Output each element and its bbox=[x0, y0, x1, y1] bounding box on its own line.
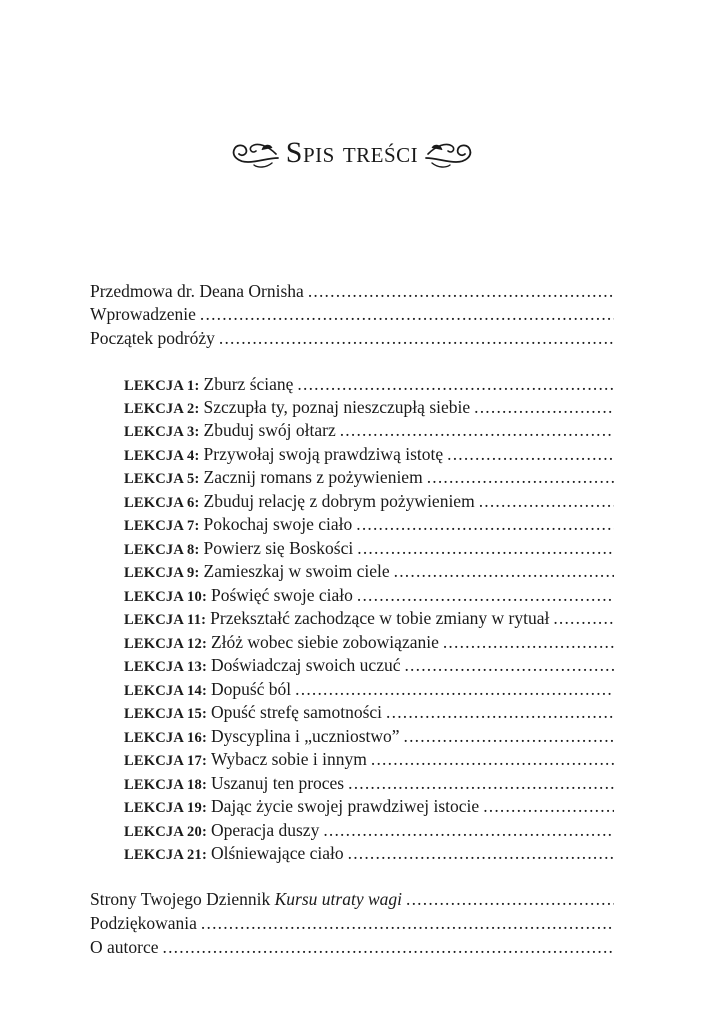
lesson-number: LEKCJA 1: bbox=[124, 378, 200, 394]
flourish-left-icon bbox=[228, 132, 280, 172]
toc-lesson-1[interactable] bbox=[124, 373, 614, 397]
lesson-number: LEKCJA 10: bbox=[124, 589, 207, 605]
lesson-title: Zamieszkaj w swoim ciele bbox=[203, 561, 390, 581]
dot-leader bbox=[357, 584, 614, 606]
toc-entry-title: Wprowadzenie bbox=[90, 304, 196, 324]
toc-lesson-10[interactable] bbox=[124, 584, 614, 608]
lesson-number: LEKCJA 13: bbox=[124, 659, 207, 675]
dot-leader bbox=[406, 888, 614, 910]
toc-lesson-13[interactable] bbox=[124, 654, 614, 678]
toc-lesson-6[interactable] bbox=[124, 490, 614, 514]
page-title: Spis treści bbox=[285, 136, 419, 169]
page-heading bbox=[0, 127, 704, 177]
toc-lesson-14[interactable] bbox=[124, 678, 614, 702]
lesson-number: LEKCJA 5: bbox=[124, 471, 200, 487]
dot-leader bbox=[297, 373, 614, 395]
toc-entry-about-author[interactable] bbox=[90, 936, 614, 958]
dot-leader bbox=[483, 795, 614, 817]
toc-lesson-20[interactable] bbox=[124, 819, 614, 843]
toc-entry-acknowledgements[interactable] bbox=[90, 912, 614, 934]
dot-leader bbox=[404, 654, 614, 676]
dot-leader bbox=[200, 303, 614, 325]
dot-leader bbox=[323, 819, 614, 841]
lesson-number: LEKCJA 19: bbox=[124, 800, 207, 816]
dot-leader bbox=[201, 912, 614, 934]
toc-entry-title bbox=[90, 888, 402, 910]
lesson-title: Powierz się Boskości bbox=[203, 538, 354, 558]
dot-leader bbox=[474, 396, 614, 418]
dot-leader bbox=[348, 842, 614, 864]
toc-lesson-2[interactable] bbox=[124, 396, 614, 420]
lesson-number: LEKCJA 20: bbox=[124, 824, 207, 840]
lesson-number: LEKCJA 3: bbox=[124, 424, 200, 440]
toc-entry-journal-pages[interactable] bbox=[90, 888, 614, 910]
lesson-number: LEKCJA 2: bbox=[124, 401, 200, 417]
toc-lesson-12[interactable] bbox=[124, 631, 614, 655]
toc-entry-title-italic: Kursu utraty wagi bbox=[274, 889, 403, 909]
toc-lesson-7[interactable] bbox=[124, 513, 614, 537]
lesson-title: Przywołaj swoją prawdziwą istotę bbox=[203, 444, 444, 464]
toc-entry-title: Podziękowania bbox=[90, 913, 197, 933]
lesson-title: Dyscyplina i „uczniostwo” bbox=[210, 726, 400, 746]
dot-leader bbox=[340, 419, 614, 441]
toc-entry-title: Przedmowa dr. Deana Ornisha bbox=[90, 281, 304, 301]
lesson-number: LEKCJA 15: bbox=[124, 706, 207, 722]
lesson-number: LEKCJA 4: bbox=[124, 448, 200, 464]
dot-leader bbox=[479, 490, 614, 512]
lesson-title: Zbuduj relację z dobrym pożywieniem bbox=[203, 491, 475, 511]
dot-leader bbox=[394, 560, 614, 582]
toc-lesson-18[interactable] bbox=[124, 772, 614, 796]
toc-lesson-19[interactable] bbox=[124, 795, 614, 819]
toc-lesson-9[interactable] bbox=[124, 560, 614, 584]
lesson-number: LEKCJA 17: bbox=[124, 753, 207, 769]
lesson-number: LEKCJA 12: bbox=[124, 636, 207, 652]
dot-leader bbox=[427, 466, 614, 488]
toc-lesson-3[interactable] bbox=[124, 419, 614, 443]
toc-entry-foreword[interactable] bbox=[90, 280, 614, 302]
toc-entry-title: Początek podróży bbox=[90, 328, 215, 348]
toc-lesson-21[interactable] bbox=[124, 842, 614, 866]
lesson-title: Zacznij romans z pożywieniem bbox=[203, 467, 423, 487]
lesson-title: Zburz ścianę bbox=[203, 374, 294, 394]
lesson-number: LEKCJA 11: bbox=[124, 612, 207, 628]
dot-leader bbox=[447, 443, 614, 465]
lesson-title: Złóż wobec siebie zobowiązanie bbox=[210, 632, 439, 652]
toc-lesson-5[interactable] bbox=[124, 466, 614, 490]
toc-entry-title: O autorce bbox=[90, 937, 159, 957]
toc-lesson-11[interactable] bbox=[124, 607, 614, 631]
lesson-number: LEKCJA 16: bbox=[124, 730, 207, 746]
lesson-title: Opuść strefę samotności bbox=[210, 702, 383, 722]
toc-lesson-16[interactable] bbox=[124, 725, 614, 749]
lesson-title: Operacja duszy bbox=[210, 820, 320, 840]
dot-leader bbox=[348, 772, 614, 794]
dot-leader bbox=[553, 607, 614, 629]
toc-entry-title-prefix: Strony Twojego Dziennik bbox=[90, 889, 275, 909]
dot-leader bbox=[356, 513, 614, 535]
flourish-right-icon bbox=[424, 132, 476, 172]
dot-leader bbox=[163, 936, 614, 958]
lesson-number: LEKCJA 6: bbox=[124, 495, 200, 511]
lesson-number: LEKCJA 8: bbox=[124, 542, 200, 558]
lesson-title: Wybacz sobie i innym bbox=[210, 749, 367, 769]
dot-leader bbox=[371, 748, 614, 770]
dot-leader bbox=[295, 678, 614, 700]
dot-leader bbox=[386, 701, 614, 723]
toc-lesson-15[interactable] bbox=[124, 701, 614, 725]
dot-leader bbox=[308, 280, 614, 302]
dot-leader bbox=[219, 327, 614, 349]
lesson-title: Szczupła ty, poznaj nieszczupłą siebie bbox=[203, 397, 471, 417]
lesson-title: Poświęć swoje ciało bbox=[210, 585, 353, 605]
dot-leader bbox=[443, 631, 614, 653]
toc-lesson-4[interactable] bbox=[124, 443, 614, 467]
lesson-title: Uszanuj ten proces bbox=[210, 773, 345, 793]
lesson-number: LEKCJA 14: bbox=[124, 683, 207, 699]
lesson-number: LEKCJA 9: bbox=[124, 565, 200, 581]
lesson-title: Przekształć zachodzące w tobie zmiany w rytuał bbox=[210, 608, 550, 628]
lesson-title: Dając życie swojej prawdziwej istocie bbox=[210, 796, 480, 816]
lesson-number: LEKCJA 18: bbox=[124, 777, 207, 793]
toc-lesson-17[interactable] bbox=[124, 748, 614, 772]
lesson-title: Pokochaj swoje ciało bbox=[203, 514, 353, 534]
lesson-number: LEKCJA 21: bbox=[124, 847, 207, 863]
lesson-title: Doświadczaj swoich uczuć bbox=[210, 655, 401, 675]
dot-leader bbox=[357, 537, 614, 559]
toc-entry-journey-start[interactable] bbox=[90, 327, 614, 349]
toc-lesson-8[interactable] bbox=[124, 537, 614, 561]
lesson-title: Olśniewające ciało bbox=[210, 843, 344, 863]
dot-leader bbox=[404, 725, 614, 747]
lesson-title: Dopuść ból bbox=[210, 679, 292, 699]
lesson-number: LEKCJA 7: bbox=[124, 518, 200, 534]
toc-entry-introduction[interactable] bbox=[90, 303, 614, 325]
lesson-title: Zbuduj swój ołtarz bbox=[203, 420, 336, 440]
